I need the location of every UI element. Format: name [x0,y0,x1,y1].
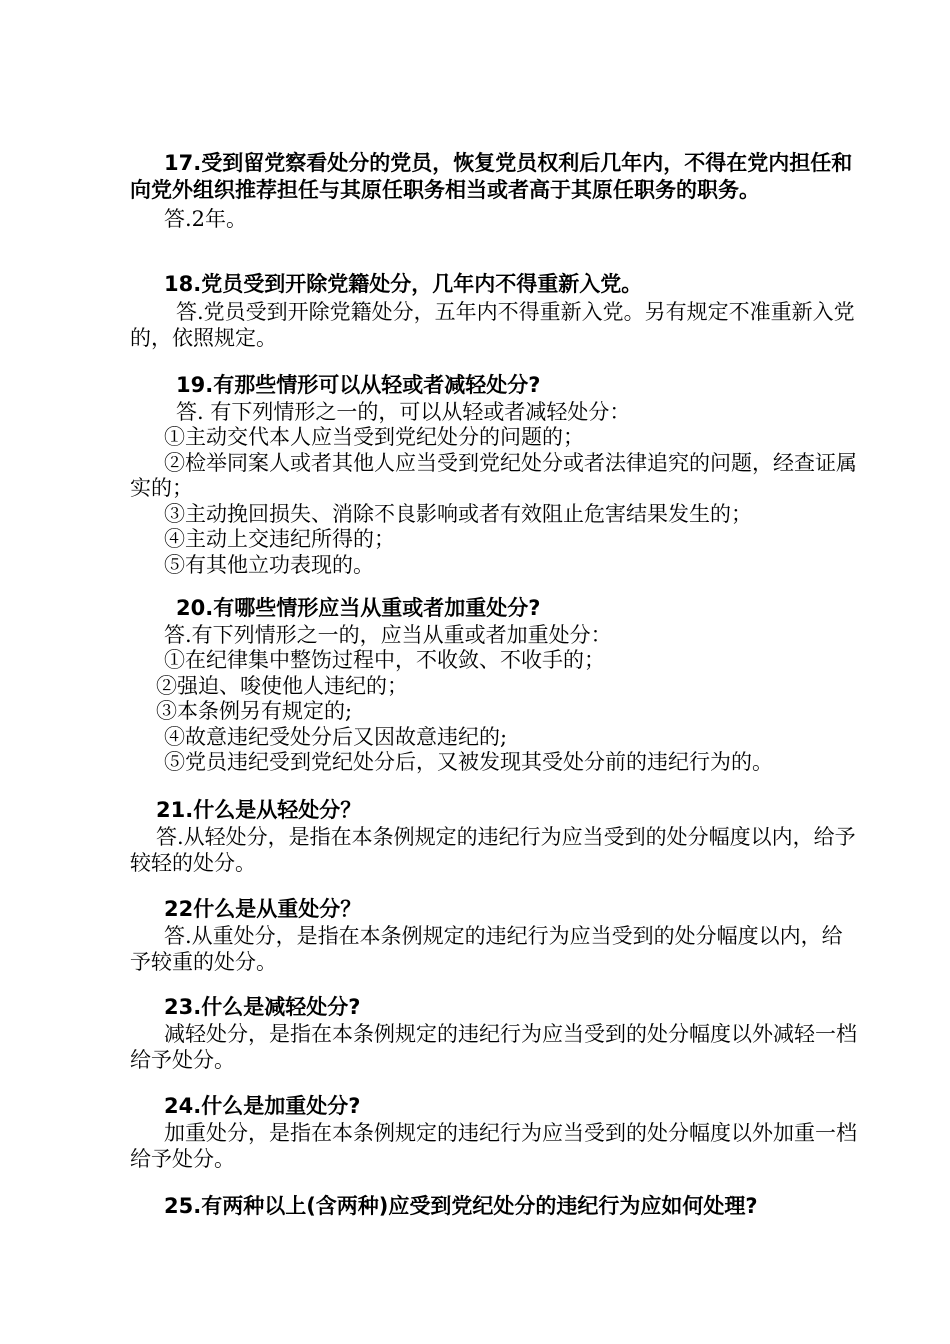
question-17: 17.受到留党察看处分的党员，恢复党员权利后几年内，不得在党内担任和向党外组织推荐担任与其原任职务相当或者高于其原任职务的职务。 [130,151,853,202]
qa-22 [130,896,860,975]
list-item: ②强迫、唆使他人违纪的； [156,673,408,698]
list-item: ①在纪律集中整饬过程中，不收敛、不收手的； [164,648,605,672]
qa-19 [130,372,860,578]
answer-19: 答. 有下列情形之一的，可以从轻或者减轻处分： [176,400,631,424]
answer-22: 答.从重处分，是指在本条例规定的违纪行为应当受到的处分幅度以内，给予较重的处分。 [130,924,843,974]
answer-17: 答.2年。 [164,207,248,231]
answer-18: 答.党员受到开除党籍处分，五年内不得重新入党。另有规定不准重新入党的，依照规定。 [130,300,855,350]
question-23: 23.什么是减轻处分? [164,995,361,1019]
list-item: ②检举同案人或者其他人应当受到党纪处分或者法律追究的问题，经查证属实的； [130,450,857,500]
list-item: ⑤有其他立功表现的。 [164,552,374,577]
question-20: 20.有哪些情形应当从重或者加重处分? [176,596,541,620]
qa-25 [130,1193,860,1220]
answer-24: 加重处分，是指在本条例规定的违纪行为应当受到的处分幅度以外加重一档给予处分。 [130,1121,857,1171]
question-24: 24.什么是加重处分? [164,1094,361,1118]
list-item: ④主动上交违纪所得的； [164,527,395,551]
qa-17 [130,150,860,232]
question-18: 18.党员受到开除党籍处分，几年内不得重新入党。 [164,272,643,296]
qa-24 [130,1093,860,1172]
qa-23 [130,994,860,1073]
list-item: ③主动挽回损失、消除不良影响或者有效阻止危害结果发生的； [164,501,752,526]
answer-21: 答.从轻处分，是指在本条例规定的违纪行为应当受到的处分幅度以内，给予较轻的处分。 [130,825,856,875]
qa-21 [130,797,860,876]
answer-20: 答.有下列情形之一的，应当从重或者加重处分： [164,623,612,647]
qa-20 [130,595,860,776]
list-item: ④故意违纪受处分后又因故意违纪的; [164,724,508,749]
question-22: 22什么是从重处分？ [164,897,362,921]
question-25: 25.有两种以上(含两种)应受到党纪处分的违纪行为应如何处理? [164,1194,758,1218]
question-21: 21.什么是从轻处分？ [156,798,362,822]
question-19: 19.有那些情形可以从轻或者减轻处分? [176,373,541,397]
qa-18 [130,271,860,351]
list-item: ①主动交代本人应当受到党纪处分的问题的； [164,425,584,449]
answer-23: 减轻处分，是指在本条例规定的违纪行为应当受到的处分幅度以外减轻一档给予处分。 [130,1022,857,1072]
list-item: ③本条例另有规定的; [156,699,353,723]
list-item: ⑤党员违纪受到党纪处分后，又被发现其受处分前的违纪行为的。 [164,750,773,774]
